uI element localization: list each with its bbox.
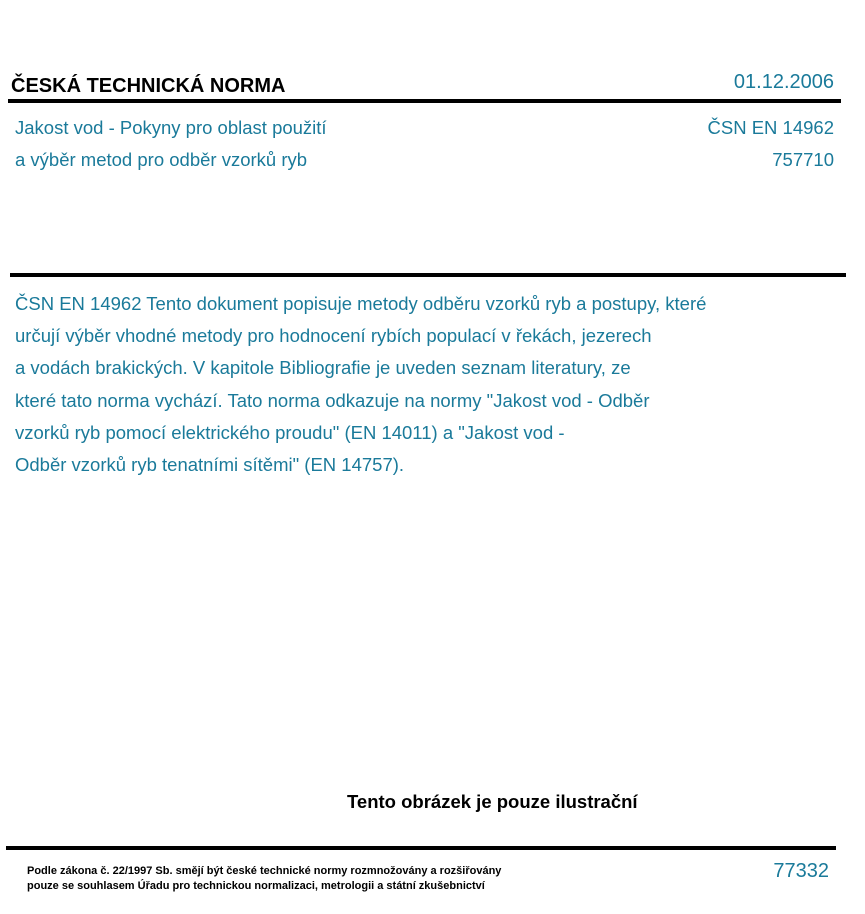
abstract-line: ČSN EN 14962 Tento dokument popisuje metody odběru vzorků ryb a postupy, které [15,293,707,314]
abstract-line: vzorků ryb pomocí elektrického proudu" (EN 14011) a "Jakost vod - [15,421,565,443]
abstract-line: a vodách brakických. V kapitole Bibliografie je uveden seznam literatury, ze [15,357,631,379]
standard-title-line-1: Jakost vod - Pokyny pro oblast použití [15,117,327,138]
abstract-line: Odběr vzorků ryb tenatními sítěmi" (EN 14757). [15,454,405,476]
document-type-heading: ČESKÁ TECHNICKÁ NORMA [11,75,286,97]
illustrative-notice: Tento obrázek je pouze ilustrační [347,791,638,812]
document-number: 77332 [773,860,829,882]
abstract-line: určují výběr vhodné metody pro hodnocení rybích populací v řekách, jezerech [15,325,652,347]
legal-notice-line: Podle zákona č. 22/1997 Sb. smějí být české technické normy rozmnožovány a rozšiřovány [27,865,502,877]
publication-date: 01.12.2006 [733,71,834,93]
abstract-text [15,288,835,481]
middle-divider [10,273,846,277]
legal-notice-line: pouze se souhlasem Úřadu pro technickou normalizaci, metrologii a státní zkušebnictví [27,880,485,892]
standard-title-line-2: a výběr metod pro odběr vzorků ryb [15,149,308,170]
top-divider [8,99,841,103]
classification-number: 757710 [772,149,834,170]
bottom-divider [6,846,836,850]
abstract-line: které tato norma vychází. Tato norma odkazuje na normy "Jakost vod - Odběr [15,389,650,411]
standard-code: ČSN EN 14962 [707,117,834,138]
legal-notice [27,864,501,894]
